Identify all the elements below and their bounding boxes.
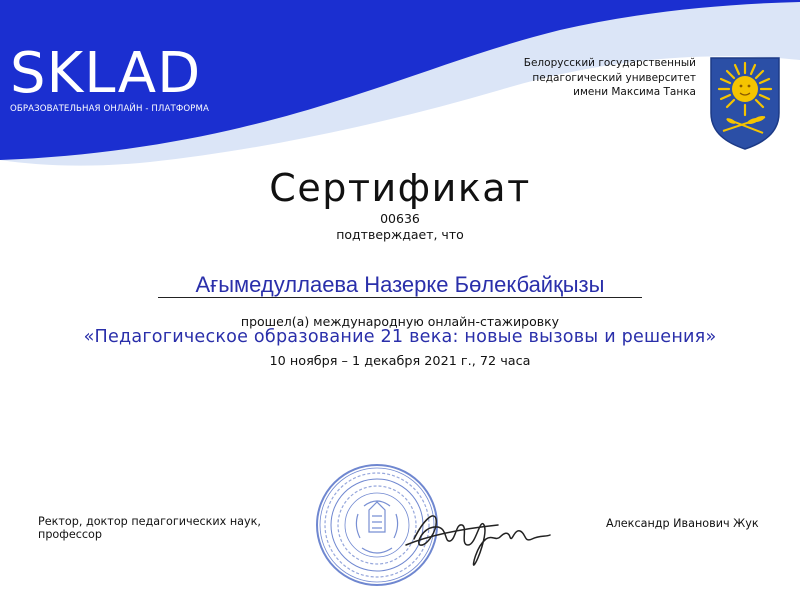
certificate-number: 00636 [380,211,420,226]
logo-wordmark: SKLAD [10,41,202,106]
university-line-2: педагогический университет [532,71,696,84]
university-name [466,56,696,100]
university-line-3: имени Максима Танка [573,86,696,98]
handwritten-signature [400,495,560,575]
logo-tagline: ОБРАЗОВАТЕЛЬНАЯ ОНЛАЙН - ПЛАТФОРМА [10,104,209,114]
university-line-1: Белорусский государственный [523,57,696,69]
recipient-underline [158,297,642,298]
university-crest-icon [707,55,783,151]
signer-role: Ректор, доктор педагогических наук, профессор [38,515,261,541]
course-dates: 10 ноября – 1 декабря 2021 г., 72 часа [269,354,531,369]
recipient-name: Ағымедуллаева Назерке Бөлекбайқызы [195,272,605,297]
confirms-text: подтверждает, что [336,227,464,242]
signer-name: Александр Иванович Жук [606,517,759,530]
course-title: «Педагогическое образование 21 века: новые вызовы и решения» [83,327,717,347]
passed-text: прошел(а) международную онлайн-стажировку [240,314,560,329]
sklad-logo [10,41,209,114]
certificate-title: Сертификат [269,166,531,210]
